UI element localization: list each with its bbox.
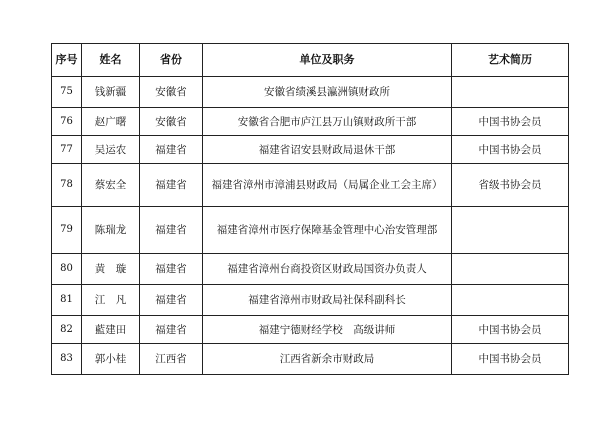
cell-province: 江西省: [140, 344, 203, 375]
cell-name: 吴运农: [82, 136, 140, 164]
cell-name: 赵广曙: [82, 108, 140, 136]
cell-art: 省级书协会员: [452, 164, 569, 207]
cell-art: [452, 207, 569, 254]
cell-unit: 福建省漳州市医疗保障基金管理中心治安管理部: [203, 207, 452, 254]
cell-unit: 安徽省绩溪县瀛洲镇财政所: [203, 77, 452, 108]
cell-seq: 79: [52, 207, 82, 254]
table-row: [52, 77, 569, 108]
cell-name: 江 凡: [82, 285, 140, 316]
cell-province: 福建省: [140, 164, 203, 207]
cell-seq: 82: [52, 316, 82, 344]
cell-name: 黄 璇: [82, 254, 140, 285]
cell-art: 中国书协会员: [452, 316, 569, 344]
cell-name: 蔡宏全: [82, 164, 140, 207]
cell-province: 安徽省: [140, 108, 203, 136]
cell-unit: 福建省漳州台商投资区财政局国资办负责人: [203, 254, 452, 285]
header-unit: 单位及职务: [203, 44, 452, 77]
cell-art: [452, 254, 569, 285]
table-header-row: [52, 44, 569, 77]
table-row: [52, 254, 569, 285]
header-name: 姓名: [82, 44, 140, 77]
header-seq: 序号: [52, 44, 82, 77]
cell-art: 中国书协会员: [452, 344, 569, 375]
member-table: [51, 43, 569, 375]
cell-unit: 福建省漳州市财政局社保科副科长: [203, 285, 452, 316]
cell-seq: 76: [52, 108, 82, 136]
cell-province: 福建省: [140, 316, 203, 344]
cell-seq: 83: [52, 344, 82, 375]
header-art: 艺术简历: [452, 44, 569, 77]
table-row: [52, 207, 569, 254]
table-row: [52, 285, 569, 316]
cell-seq: 81: [52, 285, 82, 316]
cell-province: 福建省: [140, 285, 203, 316]
cell-unit: 江西省新余市财政局: [203, 344, 452, 375]
cell-art: [452, 77, 569, 108]
header-province: 省份: [140, 44, 203, 77]
table-row: [52, 164, 569, 207]
table-row: [52, 316, 569, 344]
cell-seq: 77: [52, 136, 82, 164]
cell-seq: 80: [52, 254, 82, 285]
cell-name: 陈瑞龙: [82, 207, 140, 254]
cell-art: [452, 285, 569, 316]
cell-province: 福建省: [140, 254, 203, 285]
table-row: [52, 108, 569, 136]
table-row: [52, 344, 569, 375]
cell-name: 藍建田: [82, 316, 140, 344]
cell-seq: 78: [52, 164, 82, 207]
cell-province: 福建省: [140, 136, 203, 164]
cell-unit: 安徽省合肥市庐江县万山镇财政所干部: [203, 108, 452, 136]
cell-province: 安徽省: [140, 77, 203, 108]
cell-unit: 福建宁德财经学校 高级讲师: [203, 316, 452, 344]
cell-seq: 75: [52, 77, 82, 108]
cell-province: 福建省: [140, 207, 203, 254]
cell-unit: 福建省诏安县财政局退休干部: [203, 136, 452, 164]
cell-art: 中国书协会员: [452, 108, 569, 136]
cell-unit: 福建省漳州市漳浦县财政局（局属企业工会主席）: [203, 164, 452, 207]
cell-name: 钱新疆: [82, 77, 140, 108]
cell-art: 中国书协会员: [452, 136, 569, 164]
table-row: [52, 136, 569, 164]
cell-name: 郭小桂: [82, 344, 140, 375]
